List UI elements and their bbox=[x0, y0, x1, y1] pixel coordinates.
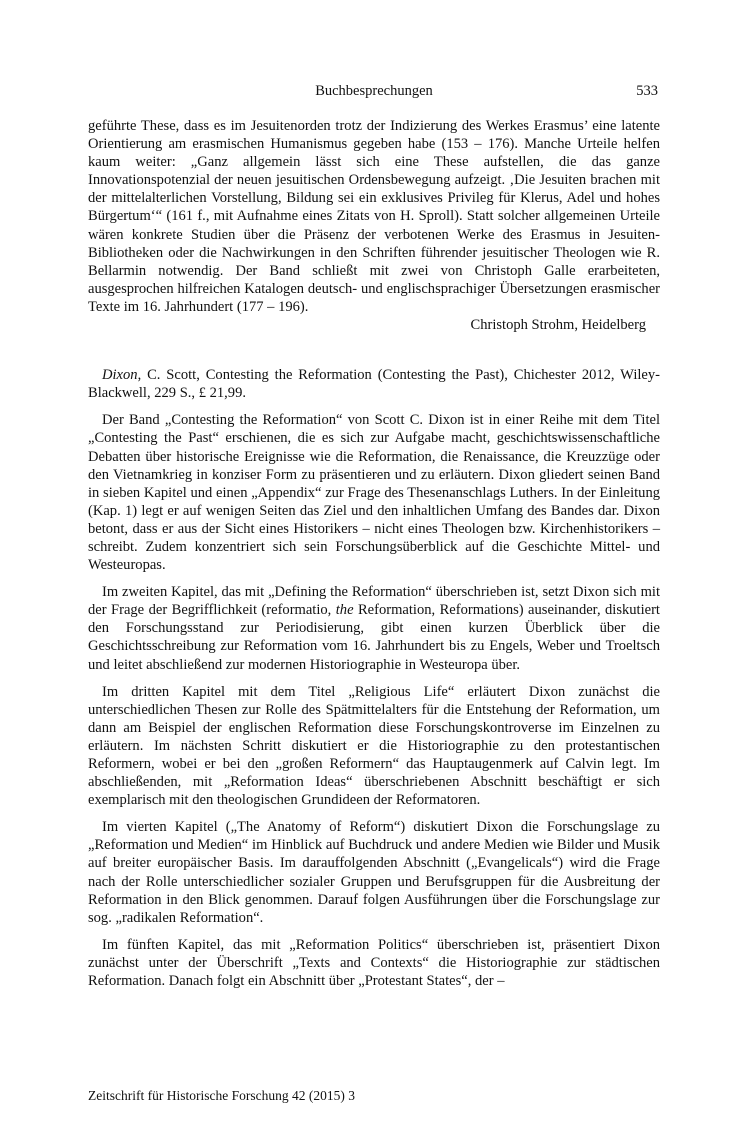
section-title: Buchbesprechungen bbox=[315, 83, 433, 99]
reviewed-author: Dixon bbox=[102, 367, 138, 384]
previous-review-text: geführte These, dass es im Jesuitenorden trotz der Indizierung des Werkes Erasmus’ eine latente Orientierung am erasmischen Humanismus gegeben habe (153 – 176). Manche Urteile helfen kaum weiter: „Ganz allgemein lässt sich eine These aufstellen, die das ganze Innovationspotenzial der neuen jesuitischen Ordensbewegung aufzeigt. ‚Die Jesuiten brachen mit der mittelalterlichen Vorstellung, Bildung sei ein exklusives Privileg für Klerus, Adel und hohes Bürgertum‘“ (161 f., mit Aufnahme eines Zitats von H. Sproll). Statt solcher allgemeinen Urteile wären konkrete Studien über die Präsenz der verbotenen Werke des Erasmus in Jesuiten-Bibliotheken oder die Nachwirkungen in den Schriften führender jesuitischer Theologen wie R. Bellarmin notwendig. Der Band schließt mit zwei von Christoph Galle erarbeiteten, ausgesprochen hilfreichen Katalogen deutsch- und englischsprachiger Übersetzungen erasmischer Texte im 16. Jahrhundert (177 – 196). bbox=[88, 118, 660, 315]
journal-footer: Zeitschrift für Historische Forschung 42 (2015) 3 bbox=[88, 1088, 355, 1103]
document-page bbox=[88, 0, 660, 1131]
reviewer-signature: Christoph Strohm, Heidelberg bbox=[470, 317, 646, 334]
paragraph-2-part-2: Reformation, Reformations) auseinander, diskutiert den Forschungsstand zur Periodisierung, gibt einen kurzen Überblick über die Geschichtsschreibung zur Reformation vom 16. Jahrhundert bis zu Engels, Weber und Troeltsch und leitet abschließend zur modernen Historiographie in Westeuropa über. bbox=[88, 602, 660, 673]
review-bibliography bbox=[88, 366, 660, 402]
body-text bbox=[88, 117, 660, 990]
paragraph-2-italic: the bbox=[335, 602, 354, 619]
review-paragraph-3: Im dritten Kapitel mit dem Titel „Religious Life“ erläutert Dixon zunächst die unterschiedlichen Thesen zur Rolle des Spätmittelalters für die Entstehung der Reformation, um dann am Beispiel der englischen Reformation diese Forschungskontroverse im Einzelnen zu erläutern. Im nächsten Schritt diskutiert er die Historiographie zu den protestantischen Reformern, wobei er bei den „großen Reformern“ das Hauptaugenmerk auf Calvin legt. Im abschließenden, mit „Reformation Ideas“ überschriebenen Abschnitt beschäftigt er sich exemplarisch mit den theologischen Grundideen der Reformatoren. bbox=[88, 683, 660, 809]
review-paragraph-1: Der Band „Contesting the Reformation“ von Scott C. Dixon ist in einer Reihe mit dem Titel „Contesting the Past“ erschienen, die es sich zur Aufgabe macht, geschichtswissenschaftliche Debatten über historische Ereignisse wie die Reformation, die Renaissance, die Kreuzzüge oder den Vietnamkrieg in konziser Form zu präsentieren und zu erläutern. Dixon gliedert seinen Band in sieben Kapitel und einen „Appendix“ zur Frage des Thesenanschlags Luthers. In der Einleitung (Kap. 1) legt er auf wenigen Seiten das Ziel und den inhaltlichen Umfang des Bandes dar. Dixon betont, dass er aus der Sicht eines Historikers – nicht eines Theologen bzw. Kirchenhistorikers – schreibt. Zudem konzentriert sich sein Forschungsüberblick auf die Geschichte Mittel- und Westeuropas. bbox=[88, 412, 660, 574]
paragraph-2-part-1: Im zweiten Kapitel, das mit „Defining the Reformation“ überschrieben ist, setzt Dixon sich mit der Frage der Begrifflichkeit (reformatio, bbox=[88, 584, 660, 619]
bibliography-details: , C. Scott, Contesting the Reformation (Contesting the Past), Chichester 2012, Wiley-Blackwell, 229 S., £ 21,99. bbox=[88, 367, 660, 402]
running-head bbox=[88, 83, 660, 101]
page-number: 533 bbox=[636, 83, 658, 99]
review-paragraph-5: Im fünften Kapitel, das mit „Reformation Politics“ überschrieben ist, präsentiert Dixon zunächst unter der Überschrift „Texts and Contexts“ die Historiographie zur städtischen Reformation. Danach folgt ein Abschnitt über „Protestant States“, der – bbox=[88, 936, 660, 990]
review-paragraph-4: Im vierten Kapitel („The Anatomy of Reform“) diskutiert Dixon die Forschungslage zu „Reformation und Medien“ im Hinblick auf Buchdruck und andere Medien wie Bilder und Musik auf breiter europäischer Basis. Im darauffolgenden Abschnitt („Evangelicals“) wird die Frage nach der Rolle unterschiedlicher sozialer Gruppen und Berufsgruppen für die Ausbreitung der Reformation in den Blick genommen. Darauf folgen Ausführungen über die Forschungslage zur sog. „radikalen Reformation“. bbox=[88, 819, 660, 926]
review-paragraph-2 bbox=[88, 583, 660, 673]
